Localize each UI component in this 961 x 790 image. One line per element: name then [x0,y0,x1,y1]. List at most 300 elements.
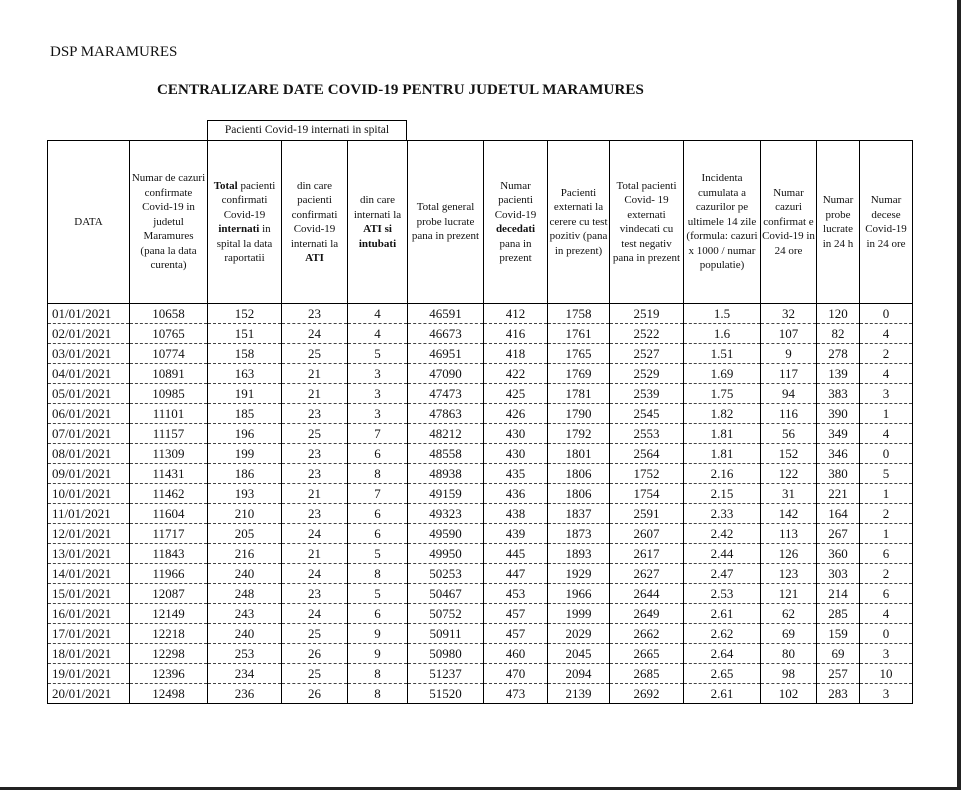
cell-tests-24h: 346 [817,444,860,464]
cell-deaths: 422 [484,364,548,384]
cell-tests-24h: 283 [817,684,860,704]
cell-confirmed: 10891 [130,364,208,384]
cell-ati: 25 [282,664,348,684]
cell-new-cases: 113 [761,524,817,544]
cell-intubated: 6 [348,444,408,464]
cell-ati: 21 [282,364,348,384]
cell-tests-24h: 267 [817,524,860,544]
cell-tests-24h: 278 [817,344,860,364]
cell-ati: 21 [282,384,348,404]
cell-confirmed: 11157 [130,424,208,444]
cell-recovered: 2522 [610,324,684,344]
cell-tests-24h: 120 [817,304,860,324]
cell-discharged-positive: 2045 [548,644,610,664]
table-row [48,384,913,404]
cell-hospitalized: 193 [208,484,282,504]
cell-tests-24h: 257 [817,664,860,684]
cell-deaths: 457 [484,604,548,624]
table-row [48,484,913,504]
cell-tests-total: 47863 [408,404,484,424]
cell-tests-24h: 285 [817,604,860,624]
covid-data-table [47,140,913,704]
cell-ati: 24 [282,524,348,544]
cell-confirmed: 11966 [130,564,208,584]
cell-tests-24h: 380 [817,464,860,484]
cell-deaths: 460 [484,644,548,664]
cell-deaths-24h: 0 [860,444,913,464]
cell-incidence: 2.53 [684,584,761,604]
col-header-tests-24h: Numar probe lucrate in 24 h [817,141,860,304]
cell-ati: 24 [282,604,348,624]
cell-recovered: 2539 [610,384,684,404]
cell-confirmed: 10774 [130,344,208,364]
cell-deaths-24h: 1 [860,484,913,504]
table-row [48,424,913,444]
cell-recovered: 2617 [610,544,684,564]
cell-ati: 21 [282,484,348,504]
cell-ati: 23 [282,404,348,424]
cell-tests-total: 50253 [408,564,484,584]
cell-confirmed: 11462 [130,484,208,504]
cell-confirmed: 12298 [130,644,208,664]
cell-tests-total: 50980 [408,644,484,664]
cell-recovered: 2529 [610,364,684,384]
cell-recovered: 2644 [610,584,684,604]
table-row [48,444,913,464]
cell-deaths: 470 [484,664,548,684]
cell-incidence: 2.62 [684,624,761,644]
cell-deaths: 445 [484,544,548,564]
cell-confirmed: 12149 [130,604,208,624]
cell-intubated: 8 [348,684,408,704]
cell-ati: 24 [282,564,348,584]
cell-date: 03/01/2021 [48,344,130,364]
cell-new-cases: 142 [761,504,817,524]
cell-new-cases: 116 [761,404,817,424]
cell-hospitalized: 240 [208,564,282,584]
table-row [48,364,913,384]
cell-ati: 26 [282,644,348,664]
cell-tests-24h: 349 [817,424,860,444]
cell-deaths: 447 [484,564,548,584]
cell-new-cases: 56 [761,424,817,444]
cell-confirmed: 10658 [130,304,208,324]
cell-tests-total: 49590 [408,524,484,544]
cell-new-cases: 94 [761,384,817,404]
table-row [48,604,913,624]
cell-deaths: 436 [484,484,548,504]
cell-incidence: 2.61 [684,604,761,624]
cell-recovered: 2545 [610,404,684,424]
table-row [48,344,913,364]
cell-hospitalized: 152 [208,304,282,324]
cell-date: 20/01/2021 [48,684,130,704]
cell-recovered: 1752 [610,464,684,484]
cell-incidence: 1.5 [684,304,761,324]
cell-deaths-24h: 6 [860,584,913,604]
cell-incidence: 2.15 [684,484,761,504]
cell-tests-24h: 303 [817,564,860,584]
cell-discharged-positive: 1792 [548,424,610,444]
cell-tests-total: 49323 [408,504,484,524]
cell-deaths-24h: 1 [860,524,913,544]
table-row [48,404,913,424]
hospitalized-group-label: Pacienti Covid-19 internati in spital [207,120,407,140]
cell-new-cases: 80 [761,644,817,664]
cell-date: 14/01/2021 [48,564,130,584]
cell-date: 17/01/2021 [48,624,130,644]
cell-new-cases: 122 [761,464,817,484]
cell-hospitalized: 185 [208,404,282,424]
cell-tests-total: 46673 [408,324,484,344]
cell-discharged-positive: 1806 [548,464,610,484]
cell-deaths-24h: 2 [860,344,913,364]
cell-deaths: 418 [484,344,548,364]
cell-date: 06/01/2021 [48,404,130,424]
cell-tests-24h: 82 [817,324,860,344]
cell-deaths: 426 [484,404,548,424]
cell-new-cases: 152 [761,444,817,464]
organization-name: DSP MARAMURES [50,44,178,60]
cell-deaths-24h: 1 [860,404,913,424]
table-row [48,624,913,644]
cell-deaths-24h: 0 [860,624,913,644]
col-header-confirmed: Numar de cazuri confirmate Covid-19 in judetul Maramures (pana la data curenta) [130,141,208,304]
cell-intubated: 9 [348,644,408,664]
cell-intubated: 6 [348,604,408,624]
cell-tests-total: 48212 [408,424,484,444]
cell-discharged-positive: 1801 [548,444,610,464]
cell-new-cases: 126 [761,544,817,564]
cell-tests-total: 50467 [408,584,484,604]
cell-incidence: 1.75 [684,384,761,404]
cell-discharged-positive: 1765 [548,344,610,364]
cell-hospitalized: 158 [208,344,282,364]
cell-incidence: 2.33 [684,504,761,524]
cell-deaths-24h: 3 [860,384,913,404]
col-header-hospitalized: Total pacienti confirmati Covid-19 internati in spital la data raportatii [208,141,282,304]
cell-intubated: 4 [348,324,408,344]
col-header-recovered: Total pacienti Covid- 19 externati vindecati cu test negativ pana in prezent [610,141,684,304]
cell-discharged-positive: 1769 [548,364,610,384]
cell-incidence: 2.61 [684,684,761,704]
cell-date: 05/01/2021 [48,384,130,404]
cell-intubated: 7 [348,424,408,444]
cell-hospitalized: 216 [208,544,282,564]
cell-confirmed: 11717 [130,524,208,544]
cell-discharged-positive: 1873 [548,524,610,544]
cell-recovered: 2527 [610,344,684,364]
cell-new-cases: 123 [761,564,817,584]
cell-incidence: 1.81 [684,444,761,464]
cell-discharged-positive: 1781 [548,384,610,404]
cell-discharged-positive: 1806 [548,484,610,504]
cell-confirmed: 11309 [130,444,208,464]
cell-tests-24h: 139 [817,364,860,384]
cell-intubated: 3 [348,384,408,404]
cell-tests-24h: 390 [817,404,860,424]
cell-intubated: 6 [348,504,408,524]
cell-hospitalized: 199 [208,444,282,464]
cell-ati: 23 [282,464,348,484]
header-row [48,141,913,304]
cell-discharged-positive: 1790 [548,404,610,424]
cell-confirmed: 11431 [130,464,208,484]
cell-new-cases: 69 [761,624,817,644]
cell-hospitalized: 234 [208,664,282,684]
cell-new-cases: 107 [761,324,817,344]
cell-tests-total: 50752 [408,604,484,624]
cell-confirmed: 12218 [130,624,208,644]
cell-deaths-24h: 3 [860,684,913,704]
cell-incidence: 1.51 [684,344,761,364]
cell-deaths-24h: 4 [860,604,913,624]
cell-date: 19/01/2021 [48,664,130,684]
cell-discharged-positive: 1999 [548,604,610,624]
table-row [48,584,913,604]
cell-tests-24h: 159 [817,624,860,644]
cell-tests-total: 48938 [408,464,484,484]
cell-discharged-positive: 1761 [548,324,610,344]
cell-tests-24h: 214 [817,584,860,604]
cell-recovered: 2662 [610,624,684,644]
cell-incidence: 2.65 [684,664,761,684]
col-header-deaths: Numar pacienti Covid-19 decedati pana in prezent [484,141,548,304]
col-header-date: DATA [48,141,130,304]
page-border-right [957,0,961,790]
cell-hospitalized: 253 [208,644,282,664]
cell-deaths: 473 [484,684,548,704]
cell-tests-total: 47473 [408,384,484,404]
cell-ati: 25 [282,424,348,444]
cell-deaths: 438 [484,504,548,524]
cell-tests-total: 49950 [408,544,484,564]
cell-date: 09/01/2021 [48,464,130,484]
cell-incidence: 2.64 [684,644,761,664]
cell-new-cases: 98 [761,664,817,684]
cell-incidence: 2.42 [684,524,761,544]
cell-tests-total: 49159 [408,484,484,504]
table-row [48,324,913,344]
cell-intubated: 8 [348,464,408,484]
cell-incidence: 1.6 [684,324,761,344]
cell-ati: 25 [282,624,348,644]
cell-intubated: 5 [348,344,408,364]
cell-tests-total: 46591 [408,304,484,324]
cell-intubated: 6 [348,524,408,544]
cell-incidence: 1.82 [684,404,761,424]
cell-date: 07/01/2021 [48,424,130,444]
cell-tests-24h: 383 [817,384,860,404]
cell-deaths-24h: 3 [860,644,913,664]
cell-recovered: 2685 [610,664,684,684]
cell-intubated: 5 [348,544,408,564]
cell-discharged-positive: 2029 [548,624,610,644]
cell-confirmed: 11101 [130,404,208,424]
cell-deaths: 435 [484,464,548,484]
cell-intubated: 5 [348,584,408,604]
table-row [48,524,913,544]
cell-discharged-positive: 2139 [548,684,610,704]
table-row [48,564,913,584]
cell-new-cases: 31 [761,484,817,504]
cell-ati: 23 [282,444,348,464]
cell-confirmed: 12498 [130,684,208,704]
cell-new-cases: 32 [761,304,817,324]
cell-ati: 26 [282,684,348,704]
cell-deaths-24h: 10 [860,664,913,684]
cell-incidence: 1.69 [684,364,761,384]
cell-tests-24h: 360 [817,544,860,564]
cell-date: 02/01/2021 [48,324,130,344]
cell-recovered: 2627 [610,564,684,584]
col-header-deaths-24h: Numar decese Covid-19 in 24 ore [860,141,913,304]
cell-tests-total: 51237 [408,664,484,684]
cell-ati: 25 [282,344,348,364]
cell-hospitalized: 248 [208,584,282,604]
table-row [48,644,913,664]
cell-deaths: 457 [484,624,548,644]
cell-hospitalized: 186 [208,464,282,484]
cell-date: 16/01/2021 [48,604,130,624]
cell-date: 08/01/2021 [48,444,130,464]
cell-confirmed: 10985 [130,384,208,404]
cell-tests-24h: 221 [817,484,860,504]
cell-deaths-24h: 4 [860,364,913,384]
cell-tests-total: 50911 [408,624,484,644]
cell-deaths: 425 [484,384,548,404]
cell-ati: 24 [282,324,348,344]
table-row [48,304,913,324]
cell-new-cases: 117 [761,364,817,384]
cell-intubated: 8 [348,564,408,584]
cell-tests-24h: 164 [817,504,860,524]
cell-incidence: 1.81 [684,424,761,444]
cell-intubated: 3 [348,404,408,424]
cell-discharged-positive: 1966 [548,584,610,604]
cell-intubated: 9 [348,624,408,644]
cell-new-cases: 62 [761,604,817,624]
cell-incidence: 2.44 [684,544,761,564]
cell-date: 13/01/2021 [48,544,130,564]
cell-intubated: 4 [348,304,408,324]
cell-intubated: 3 [348,364,408,384]
cell-recovered: 1754 [610,484,684,504]
cell-tests-total: 48558 [408,444,484,464]
cell-tests-total: 47090 [408,364,484,384]
col-header-intubated: din care internati la ATI si intubati [348,141,408,304]
cell-recovered: 2519 [610,304,684,324]
cell-ati: 23 [282,504,348,524]
col-header-incidence: Incidenta cumulata a cazurilor pe ultimele 14 zile (formula: cazuri x 1000 / numar populatie) [684,141,761,304]
col-header-ati: din care pacienti confirmati Covid-19 internati la ATI [282,141,348,304]
table-row [48,664,913,684]
col-header-new-cases: Numar cazuri confirmat e Covid-19 in 24 ore [761,141,817,304]
cell-recovered: 2665 [610,644,684,664]
cell-recovered: 2591 [610,504,684,524]
table-body [48,304,913,704]
cell-deaths-24h: 6 [860,544,913,564]
cell-hospitalized: 205 [208,524,282,544]
cell-tests-24h: 69 [817,644,860,664]
table-row [48,464,913,484]
cell-deaths-24h: 4 [860,424,913,444]
cell-date: 04/01/2021 [48,364,130,384]
cell-confirmed: 10765 [130,324,208,344]
cell-discharged-positive: 1893 [548,544,610,564]
table-row [48,504,913,524]
cell-confirmed: 11604 [130,504,208,524]
cell-new-cases: 9 [761,344,817,364]
cell-intubated: 7 [348,484,408,504]
cell-confirmed: 11843 [130,544,208,564]
cell-incidence: 2.16 [684,464,761,484]
cell-tests-total: 46951 [408,344,484,364]
cell-discharged-positive: 2094 [548,664,610,684]
cell-deaths-24h: 2 [860,564,913,584]
cell-deaths: 439 [484,524,548,544]
cell-recovered: 2692 [610,684,684,704]
cell-deaths-24h: 2 [860,504,913,524]
col-header-discharged-positive: Pacienti externati la cerere cu test pozitiv (pana in prezent) [548,141,610,304]
cell-hospitalized: 210 [208,504,282,524]
cell-deaths: 412 [484,304,548,324]
cell-date: 01/01/2021 [48,304,130,324]
cell-recovered: 2607 [610,524,684,544]
cell-incidence: 2.47 [684,564,761,584]
cell-confirmed: 12396 [130,664,208,684]
cell-hospitalized: 196 [208,424,282,444]
cell-new-cases: 102 [761,684,817,704]
cell-intubated: 8 [348,664,408,684]
cell-hospitalized: 191 [208,384,282,404]
table-row [48,684,913,704]
cell-date: 10/01/2021 [48,484,130,504]
cell-deaths: 430 [484,444,548,464]
cell-deaths: 416 [484,324,548,344]
cell-hospitalized: 151 [208,324,282,344]
cell-confirmed: 12087 [130,584,208,604]
cell-hospitalized: 236 [208,684,282,704]
cell-hospitalized: 243 [208,604,282,624]
cell-hospitalized: 163 [208,364,282,384]
cell-recovered: 2564 [610,444,684,464]
cell-tests-total: 51520 [408,684,484,704]
cell-deaths: 453 [484,584,548,604]
cell-recovered: 2553 [610,424,684,444]
cell-date: 11/01/2021 [48,504,130,524]
cell-recovered: 2649 [610,604,684,624]
cell-deaths-24h: 0 [860,304,913,324]
cell-date: 15/01/2021 [48,584,130,604]
cell-discharged-positive: 1837 [548,504,610,524]
cell-deaths-24h: 4 [860,324,913,344]
cell-discharged-positive: 1758 [548,304,610,324]
cell-ati: 21 [282,544,348,564]
cell-hospitalized: 240 [208,624,282,644]
cell-deaths-24h: 5 [860,464,913,484]
cell-discharged-positive: 1929 [548,564,610,584]
cell-ati: 23 [282,584,348,604]
cell-date: 12/01/2021 [48,524,130,544]
col-header-tests-total: Total general probe lucrate pana in prezent [408,141,484,304]
document-title: CENTRALIZARE DATE COVID-19 PENTRU JUDETUL MARAMURES [157,82,644,98]
cell-new-cases: 121 [761,584,817,604]
table-row [48,544,913,564]
cell-deaths: 430 [484,424,548,444]
cell-ati: 23 [282,304,348,324]
cell-date: 18/01/2021 [48,644,130,664]
